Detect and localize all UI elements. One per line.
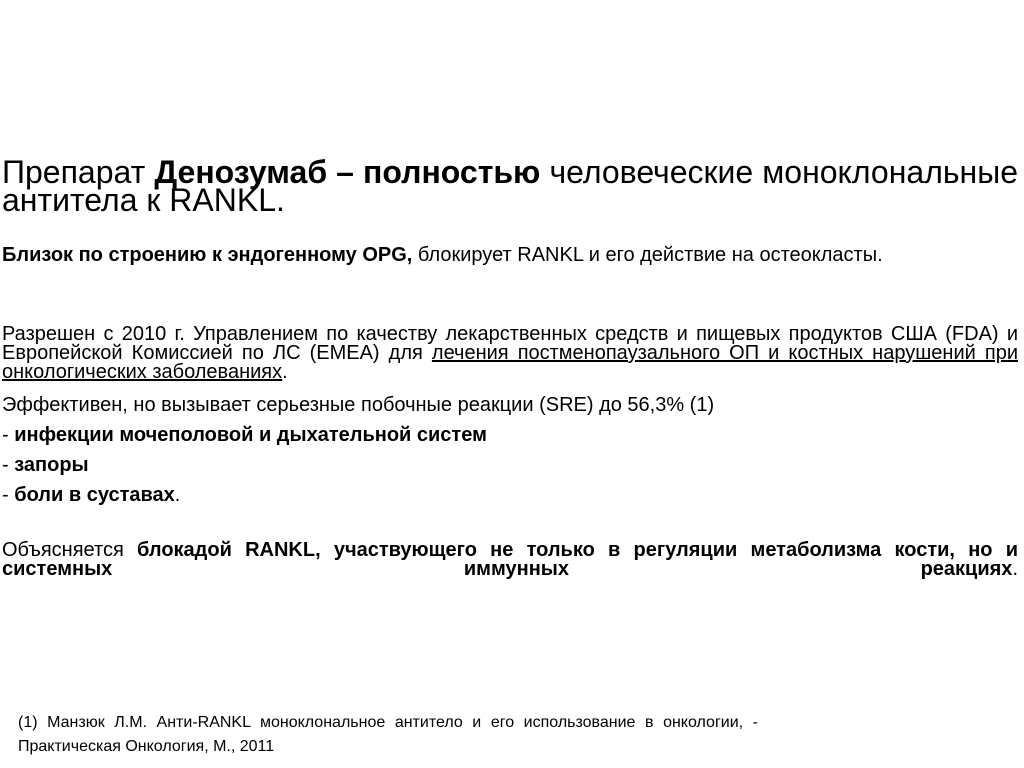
list-dash: - bbox=[2, 454, 15, 476]
paragraph-approval bbox=[2, 325, 1018, 382]
side-effects-block bbox=[2, 390, 1018, 510]
paragraph-explanation bbox=[2, 541, 1018, 579]
slide-title bbox=[2, 154, 1018, 218]
list-item-text: инфекции мочеполовой и дыхательной систем bbox=[14, 424, 487, 446]
title-rest: человеческие моноклональные антитела к RANKL bbox=[2, 154, 1018, 218]
list-item-end: . bbox=[174, 484, 181, 506]
paragraph-explanation-bold: блокадой RANKL, участвующего не только в регуляции метаболизма кости, но и системных иммунных реакциях bbox=[2, 539, 1019, 580]
paragraph-structure-bold: Близок по строению к эндогенному OPG, bbox=[2, 244, 413, 266]
list-item-text: запоры bbox=[14, 454, 89, 476]
footnote: (1) Манзюк Л.М. Анти-RANKL моноклональное антитело и его использование в онкологии, - Практическая Онкология, М., 2011 bbox=[18, 714, 758, 755]
list-dash: - bbox=[2, 424, 15, 446]
list-dash: - bbox=[2, 484, 15, 506]
paragraph-explanation-end: . bbox=[1012, 558, 1018, 580]
paragraph-approval-text: Разрешен с 2010 г. Управлением по качеству лекарственных средств и пищевых продуктов США (FDA) и Европейской Комиссией по ЛС (EMEA) для bbox=[2, 323, 1018, 364]
paragraph-structure-rest: блокирует RANKL и его действие на остеокласты. bbox=[412, 244, 883, 266]
title-end: . bbox=[275, 182, 285, 218]
list-item-text: боли в суставах bbox=[14, 484, 175, 506]
side-effects-intro: Эффективен, но вызывает серьезные побочные реакции (SRE) до 56,3% (1) bbox=[2, 394, 715, 416]
paragraph-approval-end: . bbox=[282, 361, 288, 383]
paragraph-approval-underlined: лечения постменопаузального ОП и костных нарушений при онкологических заболеваниях bbox=[2, 342, 1018, 383]
list-item bbox=[2, 450, 1018, 480]
title-prefix: Препарат bbox=[2, 154, 155, 190]
paragraph-structure bbox=[2, 246, 1018, 265]
paragraph-explanation-prefix: Объясняется bbox=[2, 539, 138, 561]
title-drug-name: Денозумаб – полностью bbox=[154, 154, 541, 190]
list-item bbox=[2, 420, 1018, 450]
list-item bbox=[2, 480, 1018, 510]
